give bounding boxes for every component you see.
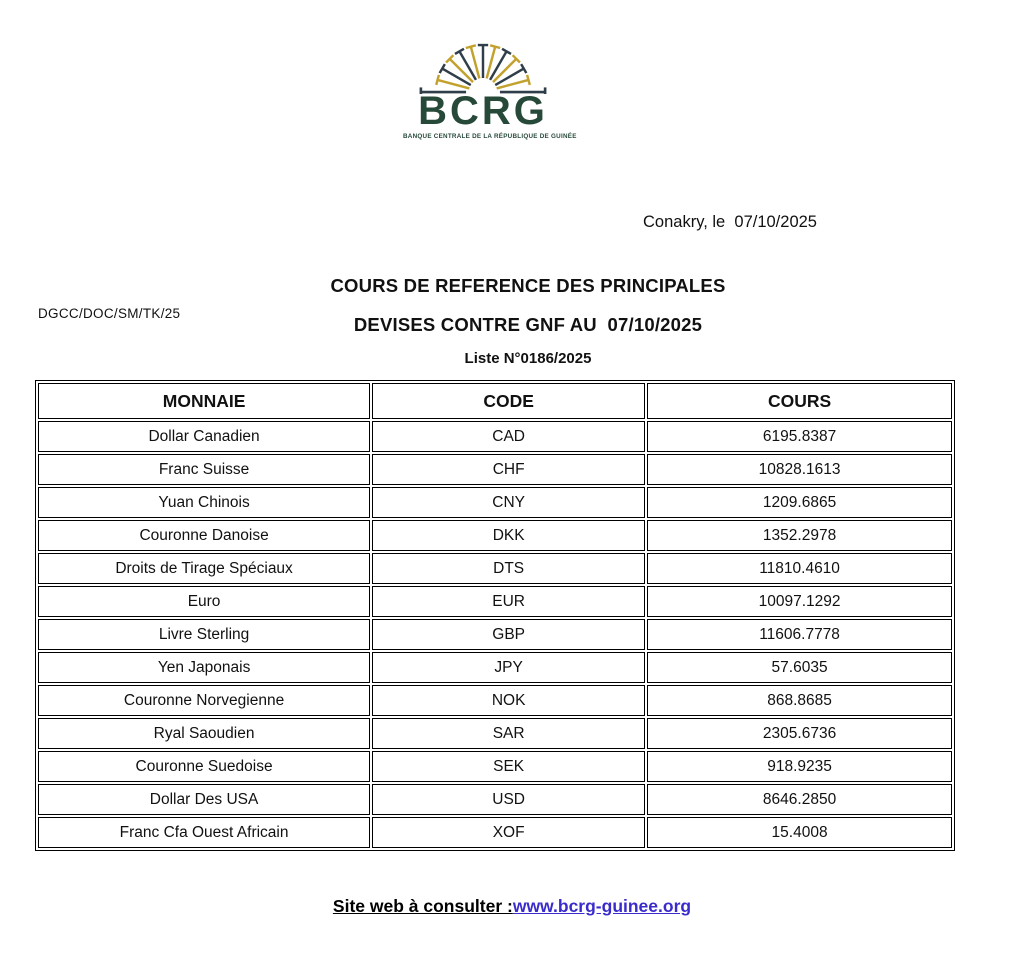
cell-code: CAD — [372, 421, 645, 452]
cell-cours: 918.9235 — [647, 751, 952, 782]
cell-code: JPY — [372, 652, 645, 683]
cell-cours: 1209.6865 — [647, 487, 952, 518]
table-row — [38, 553, 952, 584]
table-row — [38, 586, 952, 617]
bcrg-logo — [403, 30, 577, 140]
bcrg-logo-subtitle: BANQUE CENTRALE DE LA RÉPUBLIQUE DE GUINÉE — [403, 133, 577, 140]
cell-cours: 2305.6736 — [647, 718, 952, 749]
cell-code: DTS — [372, 553, 645, 584]
column-header: MONNAIE — [38, 383, 370, 419]
list-number: Liste N°0186/2025 — [464, 350, 592, 367]
table-row — [38, 520, 952, 551]
table-row — [38, 751, 952, 782]
cell-monnaie: Yen Japonais — [38, 652, 370, 683]
cell-code: USD — [372, 784, 645, 815]
table-row — [38, 421, 952, 452]
cell-code: SAR — [372, 718, 645, 749]
cell-monnaie: Couronne Norvegienne — [38, 685, 370, 716]
site-label: Site web à consulter : — [332, 896, 513, 916]
column-header: CODE — [372, 383, 645, 419]
table-row — [38, 487, 952, 518]
cell-monnaie: Euro — [38, 586, 370, 617]
cell-monnaie: Franc Cfa Ouest Africain — [38, 817, 370, 848]
table-header-row — [38, 383, 952, 419]
cell-monnaie: Ryal Saoudien — [38, 718, 370, 749]
table-row — [38, 652, 952, 683]
cell-cours: 8646.2850 — [647, 784, 952, 815]
cell-monnaie: Couronne Suedoise — [38, 751, 370, 782]
bcrg-logo-rays-icon — [413, 30, 553, 94]
cell-cours: 6195.8387 — [647, 421, 952, 452]
title-block — [32, 275, 1024, 367]
cell-monnaie: Franc Suisse — [38, 454, 370, 485]
cell-code: CNY — [372, 487, 645, 518]
table-row — [38, 784, 952, 815]
bcrg-logo-text: BCRG — [418, 89, 548, 133]
table-row — [38, 619, 952, 650]
exchange-rates-table — [35, 380, 955, 851]
place-date: Conakry, le 07/10/2025 — [643, 213, 817, 231]
cell-monnaie: Couronne Danoise — [38, 520, 370, 551]
cell-cours: 15.4008 — [647, 817, 952, 848]
cell-monnaie: Droits de Tirage Spéciaux — [38, 553, 370, 584]
table-row — [38, 685, 952, 716]
website-link[interactable]: www.bcrg-guinee.org — [512, 896, 692, 916]
cell-cours: 10097.1292 — [647, 586, 952, 617]
cell-cours: 11606.7778 — [647, 619, 952, 650]
cell-monnaie: Livre Sterling — [38, 619, 370, 650]
cell-code: EUR — [372, 586, 645, 617]
cell-code: GBP — [372, 619, 645, 650]
document-reference: DGCC/DOC/SM/TK/25 — [38, 306, 181, 321]
table-row — [38, 454, 952, 485]
cell-code: SEK — [372, 751, 645, 782]
cell-monnaie: Dollar Canadien — [38, 421, 370, 452]
cell-cours: 868.8685 — [647, 685, 952, 716]
cell-cours: 57.6035 — [647, 652, 952, 683]
cell-cours: 11810.4610 — [647, 553, 952, 584]
cell-code: XOF — [372, 817, 645, 848]
cell-code: DKK — [372, 520, 645, 551]
table-row — [38, 718, 952, 749]
cell-cours: 10828.1613 — [647, 454, 952, 485]
cell-code: CHF — [372, 454, 645, 485]
column-header: COURS — [647, 383, 952, 419]
cell-cours: 1352.2978 — [647, 520, 952, 551]
cell-monnaie: Dollar Des USA — [38, 784, 370, 815]
cell-code: NOK — [372, 685, 645, 716]
footer — [0, 896, 1024, 917]
title-line-1: COURS DE REFERENCE DES PRINCIPALES — [330, 275, 726, 296]
title-line-2: DEVISES CONTRE GNF AU 07/10/2025 — [353, 314, 703, 335]
table-row — [38, 817, 952, 848]
cell-monnaie: Yuan Chinois — [38, 487, 370, 518]
